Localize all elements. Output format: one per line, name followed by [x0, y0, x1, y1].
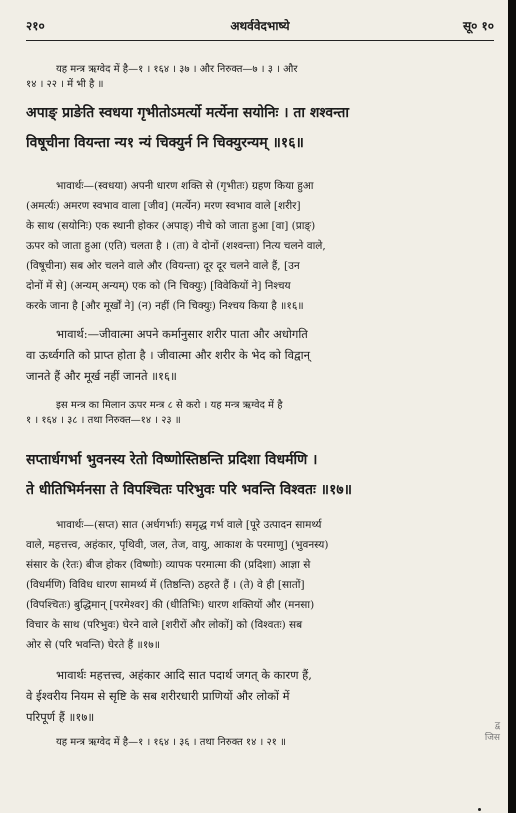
commentary-line: भावार्थः—(स्वधया) अपनी धारण शक्ति से (गृभीतः) ग्रहण किया हुआ — [56, 180, 314, 192]
summary-line: भावार्थ:—जीवात्मा अपने कर्मानुसार शरीर पाता और अधोगति — [56, 327, 308, 341]
bleed-text: द्व — [494, 721, 500, 731]
commentary-line: ऊपर को जाता हुआ (एति) चलता है । (ता) वे दोनों (शश्वन्ता) नित्य चलने वाले, — [26, 240, 326, 252]
reference-note-3 — [26, 735, 494, 750]
reference-note-2 — [26, 398, 494, 428]
summary-line: वा ऊर्ध्वगति को प्राप्त होता है । जीवात्मा और शरीर के भेद को विद्वान् — [26, 348, 310, 362]
commentary-line: (विषूचीना) सब ओर चलने वाले और (वियन्ता) दूर दूर चलने वाले हैं, [उन — [26, 260, 300, 272]
scan-speck — [478, 808, 481, 811]
scan-border — [508, 0, 516, 813]
page-header — [26, 17, 494, 37]
reference-line: इस मन्त्र का मिलान ऊपर मन्त्र ८ से करो । यह मन्त्र ऋग्वेद में है — [56, 400, 283, 411]
commentary-line: वाले, महत्तत्त्व, अहंकार, पृथिवी, जल, तेज, वायु, आकाश के परमाणु] (भुवनस्य) — [26, 539, 329, 551]
commentary-line: (अमर्त्यः) अमरण स्वभाव वाला [जीव] (मर्त्येन) मरण स्वभाव वाले [शरीर] — [26, 200, 301, 212]
summary-line: परिपूर्ण हैं ॥१७॥ — [26, 710, 95, 724]
commentary-line: दोनों में से] (अन्यम् अन्यम्) एक को (नि चिक्युः) [विवेकियों ने] निश्चय — [26, 280, 291, 292]
reference-line: यह मन्त्र ऋग्वेद में है—१ । १६४ । ३६ । तथा निरुक्त १४ । २१ ॥ — [56, 737, 287, 748]
verse-line: अपाङ् प्राङेति स्वधया गृभीतोऽमर्त्यो मर्त्येना सयोनिः । ता शश्वन्ता — [26, 105, 350, 121]
bleed-through-fragment — [474, 720, 500, 780]
commentary-line: (विपश्चितः) बुद्धिमान् [परमेश्वर] की (धीतिभिः) धारण शक्तियों और (मनसा) — [26, 599, 315, 611]
page-number: २१० — [26, 19, 45, 33]
running-title: अथर्ववेदभाष्ये — [230, 19, 290, 33]
verse-17 — [26, 445, 494, 505]
summary-16 — [26, 324, 494, 387]
bleed-text: जिस — [484, 733, 500, 743]
summary-line: जानते हैं और मूर्ख नहीं जानते ॥१६॥ — [26, 369, 177, 383]
commentary-line: ओर से (परि भवन्ति) घेरते हैं ॥१७॥ — [26, 639, 161, 651]
commentary-line: (विधर्मणि) विविध धारण सामर्थ्य में (तिष्ठन्ति) ठहरते हैं । (ते) वे ही [सातों] — [26, 579, 305, 591]
commentary-line: विचार के साथ (परिभुवः) घेरने वाले [शरीरों और लोकों] को (विश्वतः) सब — [26, 619, 303, 631]
verse-line: विषूचीना वियन्ता न्य१ न्यं चिक्युर्न नि चिक्युरन्यम् ॥१६॥ — [26, 135, 304, 151]
summary-line: भावार्थः महत्तत्त्व, अहंकार आदि सात पदार्थ जगत् के कारण हैं, — [56, 668, 312, 682]
commentary-line: के साथ (सयोनिः) एक स्थानी होकर (अपाङ्) नीचे को जाता हुआ [वा] (प्राङ्) — [26, 220, 316, 232]
verse-16 — [26, 98, 494, 158]
summary-line: वे ईश्वरीय नियम से सृष्टि के सब शरीरधारी प्राणियों और लोकों में — [26, 689, 290, 703]
reference-note-1 — [26, 62, 508, 92]
commentary-17 — [26, 515, 494, 655]
commentary-line: भावार्थः—(सप्त) सात (अर्धगर्भाः) समृद्ध गर्भ वाले [पूरे उत्पादन सामर्थ्य — [56, 519, 322, 531]
commentary-16 — [26, 176, 494, 316]
reference-line: १ । १६४ । ३८ । तथा निरुक्त—१४ । २३ ॥ — [26, 415, 181, 426]
commentary-line: करके जाना है [और मूर्खों ने] (न) नहीं (नि चिक्युः) निश्चय किया है ॥१६॥ — [26, 300, 304, 312]
verse-line: सप्तार्धगर्भा भुवनस्य रेतो विष्णोस्तिष्ठन्ति प्रदिशा विधर्मणि । — [26, 452, 318, 468]
reference-line: यह मन्त्र ऋग्वेद में है—१ । १६४ । ३७ । और निरुक्त—७ । ३ । और — [56, 64, 298, 75]
sukta-number: सू० १० — [462, 19, 494, 33]
commentary-line: संसार के (रेतः) बीज होकर (विष्णोः) व्यापक परमात्मा की (प्रदिशा) आज्ञा से — [26, 559, 311, 571]
summary-17 — [26, 665, 494, 728]
reference-line: १४ । २२ । में भी है ॥ — [26, 79, 104, 90]
header-rule — [26, 40, 494, 41]
verse-line: ते धीतिभिर्मनसा ते विपश्चितः परिभुवः परि भवन्ति विश्वतः ॥१७॥ — [26, 482, 353, 498]
